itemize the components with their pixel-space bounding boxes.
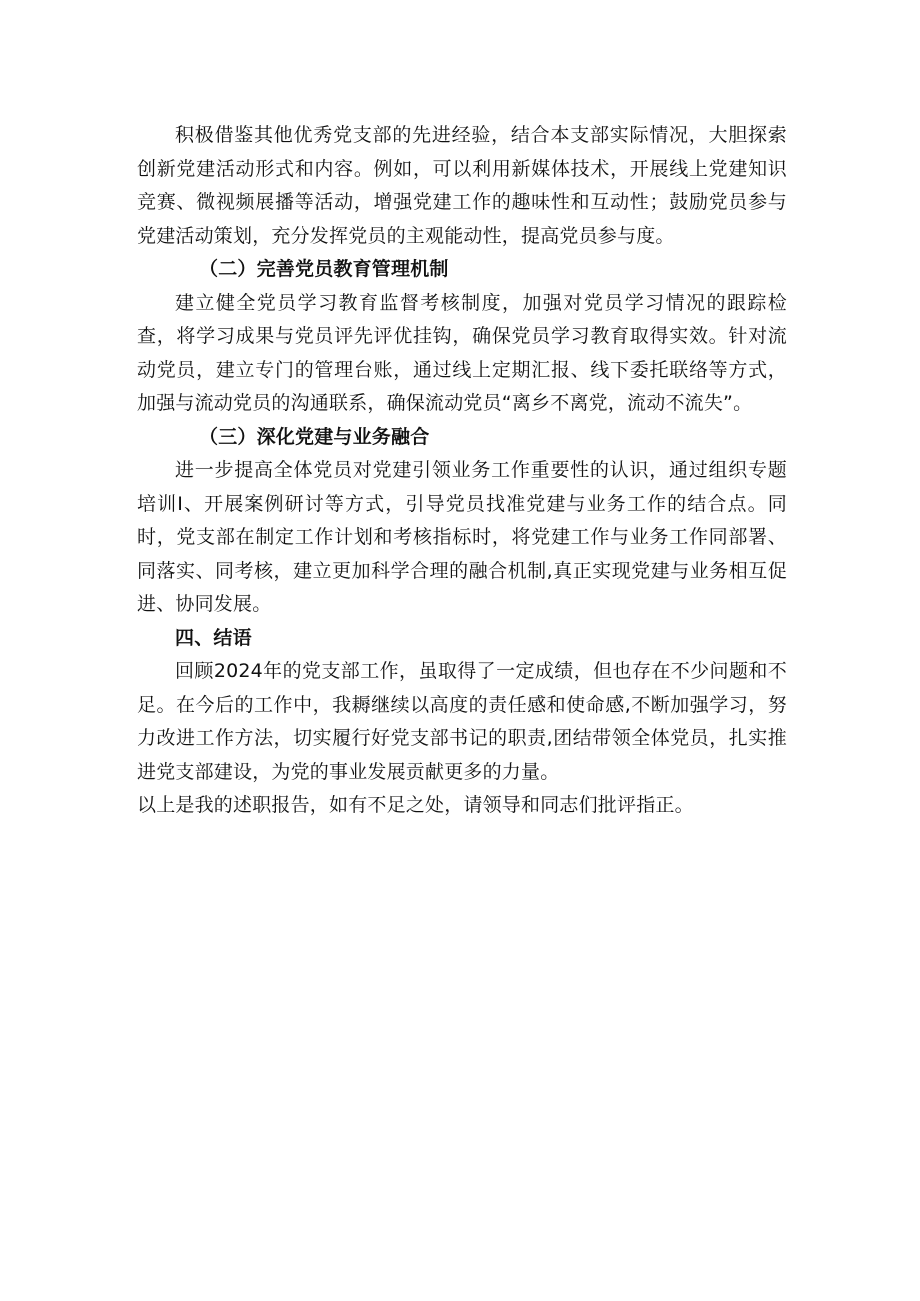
section-heading-conclusion: 四、结语 [175,626,252,649]
paragraph-education: 建立健全党员学习教育监督考核制度，加强对党员学习情况的跟踪检查，将学习成果与党员评先评优挂钩，确保党员学习教育取得实效。针对流动党员，建立专门的管理台账，通过线上定期汇报、线下委托联络等方式，加强与流动党员的沟通联系，确保流动党员“离乡不离党，流动不流失”。 [137,291,787,414]
paragraph-innovation: 积极借鉴其他优秀党支部的先进经验，结合本支部实际情况，大胆探索创新党建活动形式和内容。例如，可以利用新媒体技术，开展线上党建知识竞赛、微视频展播等活动，增强党建工作的趣味性和互动性；鼓励党员参与党建活动策划，充分发挥党员的主观能动性，提高党员参与度。 [137,124,787,247]
paragraph-integration: 进一步提高全体党员对党建引领业务工作重要性的认识，通过组织专题培训I、开展案例研讨等方式，引导党员找准党建与业务工作的结合点。同时，党支部在制定工作计划和考核指标时，将党建工作与业务工作同部署、同落实、同考核，建立更加科学合理的融合机制,真正实现党建与业务相互促进、协同发展。 [137,459,787,615]
section-heading-integration: （三）深化党建与业务融合 [199,425,430,448]
document-body [137,119,787,823]
closing-statement: 以上是我的述职报告，如有不足之处，请领导和同志们批评指正。 [137,794,694,816]
section-heading-education: （二）完善党员教育管理机制 [199,258,449,280]
paragraph-conclusion: 回顾2024年的党支部工作，虽取得了一定成绩，但也存在不少问题和不足。在今后的工作中，我耨继续以高度的责任感和使命感,不断加强学习，努力改进工作方法，切实履行好党支部书记的职责,团结带领全体党员，扎实推进党支部建设，为党的事业发展贡献更多的力量。 [137,660,787,783]
